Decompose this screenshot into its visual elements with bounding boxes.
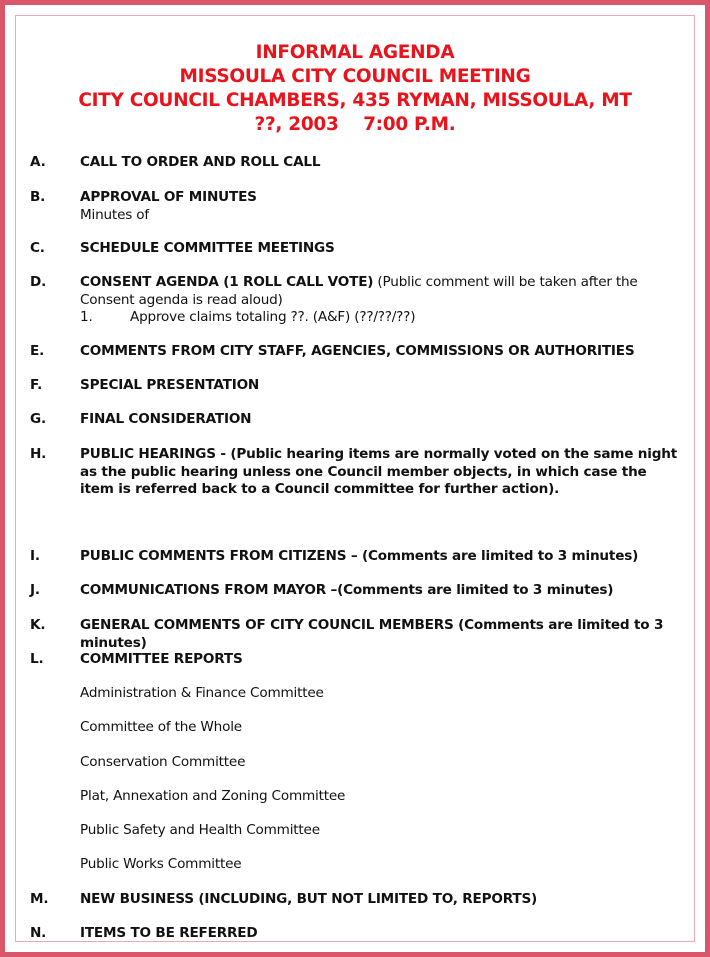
item-letter: M. xyxy=(30,891,49,907)
agenda-item-l xyxy=(30,651,684,669)
item-sublist xyxy=(80,309,684,327)
header-title: INFORMAL AGENDA xyxy=(255,42,455,63)
committee-report-item: Public Works Committee xyxy=(80,856,242,872)
item-title: GENERAL COMMENTS OF CITY COUNCIL MEMBERS (Comments are limited to 3 minutes) xyxy=(80,617,664,651)
item-title: ITEMS TO BE REFERRED xyxy=(80,925,258,941)
agenda-item-e xyxy=(30,343,684,361)
agenda-item-a xyxy=(30,154,684,172)
item-letter: D. xyxy=(30,274,47,290)
sub-text: Approve claims totaling ??. (A&F) (??/??/??) xyxy=(130,309,416,325)
item-title: CALL TO ORDER AND ROLL CALL xyxy=(80,154,321,170)
item-title: PUBLIC HEARINGS - (Public hearing items are normally voted on the same night as the public hearing unless one Council member objects, in which case the item is referred back to a Council committee for further action). xyxy=(80,446,678,497)
item-letter: I. xyxy=(30,548,40,564)
item-letter: F. xyxy=(30,377,43,393)
agenda-item-k xyxy=(30,617,684,652)
committee-report-item: Conservation Committee xyxy=(80,754,246,770)
sub-number: 1. xyxy=(80,309,93,325)
item-letter: J. xyxy=(30,582,40,598)
committee-report-item: Committee of the Whole xyxy=(80,719,242,735)
agenda-item-j xyxy=(30,582,684,600)
agenda-item-c xyxy=(30,240,684,258)
item-letter: N. xyxy=(30,925,47,941)
item-title: SPECIAL PRESENTATION xyxy=(80,377,260,393)
item-letter: C. xyxy=(30,240,45,256)
agenda-item-f xyxy=(30,377,684,395)
committee-report-item: Plat, Annexation and Zoning Committee xyxy=(80,788,346,804)
item-letter: K. xyxy=(30,617,46,633)
agenda-item-d xyxy=(30,274,684,327)
item-letter: L. xyxy=(30,651,44,667)
item-title: COMMITTEE REPORTS xyxy=(80,651,243,667)
item-title: APPROVAL OF MINUTES xyxy=(80,189,257,205)
header-date-time: ??, 2003 7:00 P.M. xyxy=(254,114,456,135)
header-location: CITY COUNCIL CHAMBERS, 435 RYMAN, MISSOULA, MT xyxy=(78,90,632,111)
item-note: (Public comment will be taken after the Consent agenda is read aloud) xyxy=(80,274,638,308)
item-letter: G. xyxy=(30,411,46,427)
item-letter: A. xyxy=(30,154,46,170)
agenda-item-h xyxy=(30,446,684,499)
agenda-item-b xyxy=(30,189,684,224)
item-title: PUBLIC COMMENTS FROM CITIZENS – (Comments are limited to 3 minutes) xyxy=(80,548,639,564)
item-letter: H. xyxy=(30,446,47,462)
agenda-item-n xyxy=(30,925,684,943)
item-letter: E. xyxy=(30,343,45,359)
agenda-header xyxy=(0,41,710,137)
item-title: SCHEDULE COMMITTEE MEETINGS xyxy=(80,240,335,256)
agenda-item-m xyxy=(30,891,684,909)
item-letter: B. xyxy=(30,189,46,205)
item-title: COMMUNICATIONS FROM MAYOR –(Comments are limited to 3 minutes) xyxy=(80,582,614,598)
agenda-item-i xyxy=(30,548,684,566)
committee-report-item: Administration & Finance Committee xyxy=(80,685,324,701)
header-meeting: MISSOULA CITY COUNCIL MEETING xyxy=(179,66,531,87)
committee-report-item: Public Safety and Health Committee xyxy=(80,822,320,838)
item-title: COMMENTS FROM CITY STAFF, AGENCIES, COMMISSIONS OR AUTHORITIES xyxy=(80,343,635,359)
agenda-item-g xyxy=(30,411,684,429)
item-subtext: Minutes of xyxy=(80,206,149,223)
item-title: FINAL CONSIDERATION xyxy=(80,411,252,427)
item-title: CONSENT AGENDA (1 ROLL CALL VOTE) xyxy=(80,274,374,290)
item-title: NEW BUSINESS (INCLUDING, BUT NOT LIMITED TO, REPORTS) xyxy=(80,891,538,907)
